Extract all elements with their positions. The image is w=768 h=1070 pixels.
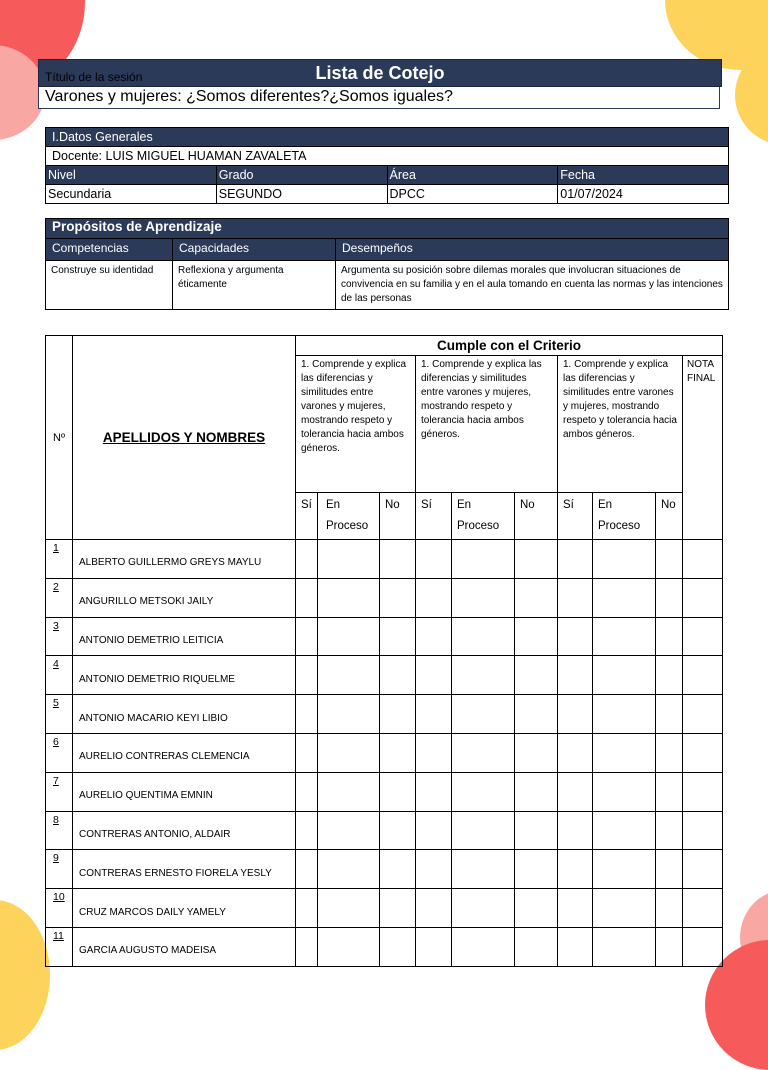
doc-title: Lista de Cotejo — [315, 63, 445, 83]
purposes-table — [45, 218, 729, 310]
mark-si[interactable] — [558, 540, 593, 579]
mark-proceso[interactable] — [593, 656, 656, 695]
session-title-box — [38, 87, 720, 109]
mark-no[interactable] — [380, 889, 416, 928]
mark-si[interactable] — [416, 617, 452, 656]
mark-si[interactable] — [296, 617, 318, 656]
mark-no[interactable] — [380, 733, 416, 772]
final-grade-cell[interactable] — [683, 850, 723, 889]
mark-proceso[interactable] — [452, 772, 515, 811]
mark-no[interactable] — [380, 578, 416, 617]
mark-si[interactable] — [558, 578, 593, 617]
sub-proceso-2: En Proceso — [452, 493, 515, 540]
mark-no[interactable] — [380, 540, 416, 579]
row-number: 9 — [46, 850, 73, 889]
table-row — [46, 889, 723, 928]
mark-no[interactable] — [380, 656, 416, 695]
competencia-cell: Construye su identidad — [46, 261, 173, 310]
criterion-2: 1. Comprende y explica las diferencias y similitudes entre varones y mujeres, mostrando respeto y tolerancia hacia ambos géneros. — [416, 356, 558, 493]
mark-si[interactable] — [558, 733, 593, 772]
mark-no[interactable] — [656, 578, 683, 617]
student-name: AURELIO QUENTIMA EMNIN — [73, 772, 296, 811]
mark-proceso[interactable] — [318, 733, 380, 772]
fecha-value: 01/07/2024 — [558, 185, 729, 204]
checklist-table — [45, 335, 723, 967]
col-desempenos: Desempeños — [336, 239, 729, 261]
sub-proceso-1: En Proceso — [318, 493, 380, 540]
mark-si[interactable] — [558, 617, 593, 656]
area-value: DPCC — [387, 185, 558, 204]
student-name: CRUZ MARCOS DAILY YAMELY — [73, 889, 296, 928]
col-capacidades: Capacidades — [173, 239, 336, 261]
mark-si[interactable] — [416, 811, 452, 850]
capacidad-cell: Reflexiona y argumenta éticamente — [173, 261, 336, 310]
mark-proceso[interactable] — [318, 811, 380, 850]
sub-no-2: No — [515, 493, 558, 540]
mark-proceso[interactable] — [318, 850, 380, 889]
mark-proceso[interactable] — [593, 733, 656, 772]
row-number: 2 — [46, 578, 73, 617]
row-number: 10 — [46, 889, 73, 928]
student-name: AURELIO CONTRERAS CLEMENCIA — [73, 733, 296, 772]
final-grade-cell[interactable] — [683, 927, 723, 966]
student-name: CONTRERAS ERNESTO FIORELA YESLY — [73, 850, 296, 889]
mark-no[interactable] — [515, 578, 558, 617]
mark-proceso[interactable] — [593, 811, 656, 850]
mark-no[interactable] — [380, 927, 416, 966]
criterion-3: 1. Comprende y explica las diferencias y similitudes entre varones y mujeres, mostrando respeto y tolerancia hacia ambos géneros. — [558, 356, 683, 493]
table-row — [46, 656, 723, 695]
mark-no[interactable] — [515, 811, 558, 850]
mark-proceso[interactable] — [318, 927, 380, 966]
mark-no[interactable] — [380, 617, 416, 656]
mark-proceso[interactable] — [318, 772, 380, 811]
final-grade-cell[interactable] — [683, 578, 723, 617]
mark-proceso[interactable] — [318, 540, 380, 579]
row-number: 4 — [46, 656, 73, 695]
mark-no[interactable] — [656, 540, 683, 579]
mark-si[interactable] — [296, 578, 318, 617]
mark-proceso[interactable] — [452, 617, 515, 656]
final-grade-cell[interactable] — [683, 617, 723, 656]
mark-si[interactable] — [296, 850, 318, 889]
num-header: Nº — [46, 336, 73, 540]
table-row — [46, 733, 723, 772]
mark-si[interactable] — [416, 695, 452, 734]
final-grade-cell[interactable] — [683, 811, 723, 850]
mark-si[interactable] — [416, 656, 452, 695]
title-bar — [38, 59, 722, 87]
mark-proceso[interactable] — [593, 889, 656, 928]
row-number: 8 — [46, 811, 73, 850]
grado-value: SEGUNDO — [216, 185, 387, 204]
mark-no[interactable] — [515, 540, 558, 579]
general-data-table — [45, 127, 729, 204]
student-name: ANTONIO DEMETRIO RIQUELME — [73, 656, 296, 695]
mark-si[interactable] — [558, 927, 593, 966]
table-row — [46, 695, 723, 734]
mark-no[interactable] — [515, 927, 558, 966]
student-name: ANTONIO DEMETRIO LEITICIA — [73, 617, 296, 656]
nivel-label: Nivel — [46, 166, 217, 185]
mark-si[interactable] — [416, 540, 452, 579]
mark-proceso[interactable] — [318, 695, 380, 734]
row-number: 1 — [46, 540, 73, 579]
mark-no[interactable] — [515, 656, 558, 695]
names-header: APELLIDOS Y NOMBRES — [73, 336, 296, 540]
mark-si[interactable] — [296, 656, 318, 695]
mark-proceso[interactable] — [318, 617, 380, 656]
final-grade-header: NOTA FINAL — [683, 356, 723, 540]
mark-proceso[interactable] — [593, 578, 656, 617]
student-name: ALBERTO GUILLERMO GREYS MAYLU — [73, 540, 296, 579]
mark-proceso[interactable] — [452, 889, 515, 928]
mark-proceso[interactable] — [452, 850, 515, 889]
mark-proceso[interactable] — [593, 695, 656, 734]
mark-proceso[interactable] — [318, 889, 380, 928]
mark-proceso[interactable] — [452, 540, 515, 579]
mark-proceso[interactable] — [318, 578, 380, 617]
docente-field: Docente: LUIS MIGUEL HUAMAN ZAVALETA — [46, 147, 729, 166]
area-label: Área — [387, 166, 558, 185]
table-row — [46, 772, 723, 811]
student-name: GARCIA AUGUSTO MADEISA — [73, 927, 296, 966]
mark-no[interactable] — [515, 889, 558, 928]
mark-si[interactable] — [558, 656, 593, 695]
mark-no[interactable] — [380, 695, 416, 734]
mark-si[interactable] — [416, 733, 452, 772]
table-row — [46, 578, 723, 617]
sub-si-1: Sí — [296, 493, 318, 540]
table-row — [46, 617, 723, 656]
mark-proceso[interactable] — [452, 927, 515, 966]
nivel-value: Secundaria — [46, 185, 217, 204]
mark-no[interactable] — [515, 617, 558, 656]
mark-no[interactable] — [515, 772, 558, 811]
mark-no[interactable] — [656, 656, 683, 695]
general-heading: I.Datos Generales — [46, 128, 729, 147]
mark-si[interactable] — [296, 772, 318, 811]
mark-no[interactable] — [515, 850, 558, 889]
final-grade-cell[interactable] — [683, 540, 723, 579]
mark-no[interactable] — [380, 772, 416, 811]
fecha-label: Fecha — [558, 166, 729, 185]
sub-si-2: Sí — [416, 493, 452, 540]
mark-no[interactable] — [656, 772, 683, 811]
table-row — [46, 927, 723, 966]
row-number: 11 — [46, 927, 73, 966]
mark-si[interactable] — [416, 772, 452, 811]
mark-no[interactable] — [656, 927, 683, 966]
final-grade-cell[interactable] — [683, 889, 723, 928]
student-name: ANTONIO MACARIO KEYI LIBIO — [73, 695, 296, 734]
mark-no[interactable] — [380, 850, 416, 889]
sub-no-3: No — [656, 493, 683, 540]
mark-proceso[interactable] — [593, 617, 656, 656]
table-row — [46, 850, 723, 889]
mark-si[interactable] — [558, 850, 593, 889]
mark-proceso[interactable] — [452, 656, 515, 695]
desempeno-cell: Argumenta su posición sobre dilemas morales que involucran situaciones de convivencia en su familia y en el aula tomando en cuenta las normas y las intenciones de las personas — [336, 261, 729, 310]
mark-si[interactable] — [416, 850, 452, 889]
mark-no[interactable] — [656, 733, 683, 772]
mark-proceso[interactable] — [452, 811, 515, 850]
mark-si[interactable] — [296, 733, 318, 772]
table-row — [46, 540, 723, 579]
final-grade-cell[interactable] — [683, 695, 723, 734]
mark-si[interactable] — [558, 695, 593, 734]
mark-si[interactable] — [296, 889, 318, 928]
student-name: ANGURILLO METSOKI JAILY — [73, 578, 296, 617]
mark-proceso[interactable] — [593, 850, 656, 889]
mark-si[interactable] — [416, 927, 452, 966]
mark-no[interactable] — [656, 811, 683, 850]
final-grade-cell[interactable] — [683, 733, 723, 772]
criterion-1: 1. Comprende y explica las diferencias y similitudes entre varones y mujeres, mostrando respeto y tolerancia hacia ambos géneros. — [296, 356, 416, 493]
mark-no[interactable] — [515, 695, 558, 734]
mark-proceso[interactable] — [593, 540, 656, 579]
criteria-header: Cumple con el Criterio — [296, 336, 723, 356]
student-name: CONTRERAS ANTONIO, ALDAIR — [73, 811, 296, 850]
mark-proceso[interactable] — [452, 578, 515, 617]
mark-si[interactable] — [558, 889, 593, 928]
mark-si[interactable] — [416, 889, 452, 928]
mark-proceso[interactable] — [593, 772, 656, 811]
session-label: Título de la sesión — [45, 70, 143, 84]
mark-si[interactable] — [558, 811, 593, 850]
mark-no[interactable] — [380, 811, 416, 850]
row-number: 7 — [46, 772, 73, 811]
mark-no[interactable] — [656, 850, 683, 889]
mark-no[interactable] — [656, 889, 683, 928]
col-competencias: Competencias — [46, 239, 173, 261]
mark-si[interactable] — [558, 772, 593, 811]
yellow-blob-bottom-left — [0, 900, 50, 1050]
mark-si[interactable] — [296, 811, 318, 850]
mark-no[interactable] — [515, 733, 558, 772]
sub-si-3: Sí — [558, 493, 593, 540]
mark-proceso[interactable] — [452, 733, 515, 772]
mark-no[interactable] — [656, 695, 683, 734]
mark-si[interactable] — [296, 540, 318, 579]
mark-proceso[interactable] — [593, 927, 656, 966]
grado-label: Grado — [216, 166, 387, 185]
mark-si[interactable] — [296, 695, 318, 734]
row-number: 6 — [46, 733, 73, 772]
final-grade-cell[interactable] — [683, 656, 723, 695]
row-number: 5 — [46, 695, 73, 734]
mark-no[interactable] — [656, 617, 683, 656]
mark-proceso[interactable] — [318, 656, 380, 695]
table-row — [46, 811, 723, 850]
sub-proceso-3: En Proceso — [593, 493, 656, 540]
final-grade-cell[interactable] — [683, 772, 723, 811]
mark-si[interactable] — [416, 578, 452, 617]
sub-no-1: No — [380, 493, 416, 540]
purposes-heading: Propósitos de Aprendizaje — [46, 219, 729, 239]
row-number: 3 — [46, 617, 73, 656]
mark-si[interactable] — [296, 927, 318, 966]
mark-proceso[interactable] — [452, 695, 515, 734]
session-title: Varones y mujeres: ¿Somos diferentes?¿Somos iguales? — [45, 88, 453, 105]
